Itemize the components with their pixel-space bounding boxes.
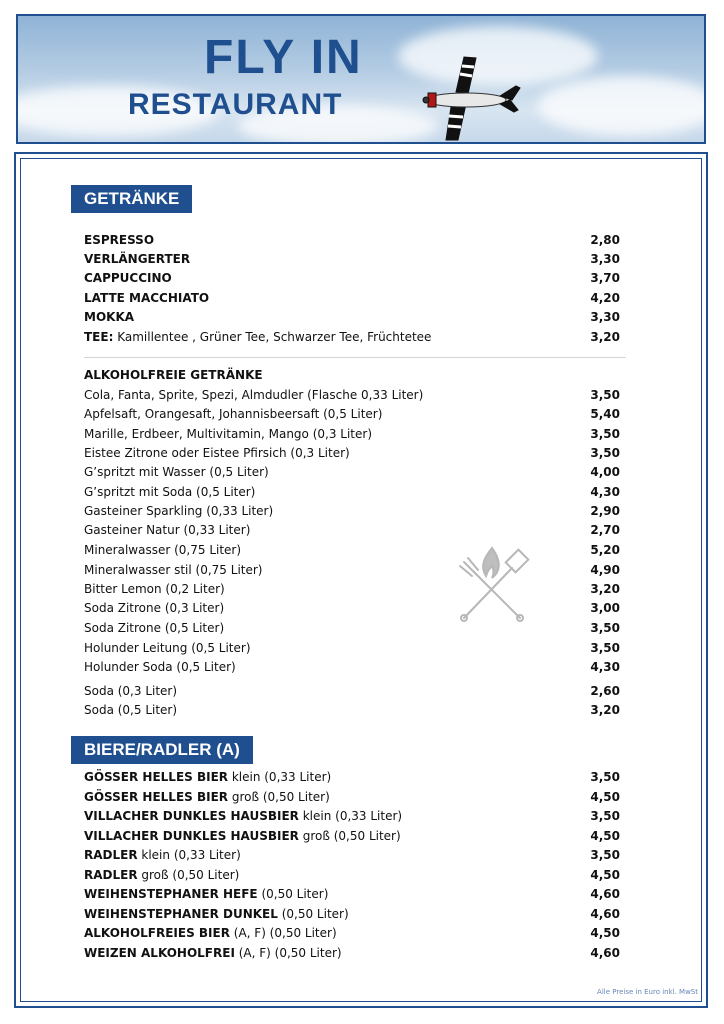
item-name: WEIZEN ALKOHOLFREI xyxy=(84,946,235,960)
item-price: 4,50 xyxy=(590,926,620,940)
menu-item xyxy=(84,639,620,658)
item-price: 4,20 xyxy=(590,291,620,305)
item-price: 3,50 xyxy=(590,641,620,655)
item-detail: (0,50 Liter) xyxy=(257,887,329,901)
item-name: VILLACHER DUNKLES HAUSBIER xyxy=(84,809,299,823)
item-detail: groß (0,50 Liter) xyxy=(137,868,240,882)
item-price: 4,00 xyxy=(590,465,620,479)
price-note: Alle Preise in Euro inkl. MwSt xyxy=(597,988,698,996)
item-detail: (A, F) (0,50 Liter) xyxy=(229,926,337,940)
cloud xyxy=(538,76,706,136)
menu-item xyxy=(84,444,620,463)
item-name: Mineralwasser (0,75 Liter) xyxy=(84,543,242,557)
item-name: TEE: xyxy=(84,330,114,344)
item-detail: klein (0,33 Liter) xyxy=(137,848,241,862)
item-name: Bitter Lemon (0,2 Liter) xyxy=(84,582,225,596)
menu-item xyxy=(84,231,620,250)
menu-item xyxy=(84,308,620,327)
item-name: Holunder Soda (0,5 Liter) xyxy=(84,660,236,674)
item-name: Holunder Leitung (0,5 Liter) xyxy=(84,641,251,655)
item-price: 3,20 xyxy=(590,703,620,717)
item-price: 4,50 xyxy=(590,829,620,843)
airplane-icon xyxy=(416,52,526,142)
menu-item xyxy=(84,768,620,787)
item-price: 3,30 xyxy=(590,310,620,324)
item-price: 3,50 xyxy=(590,809,620,823)
item-price: 3,50 xyxy=(590,848,620,862)
menu-item xyxy=(84,807,620,826)
grill-tools-icon xyxy=(452,542,532,624)
menu-item xyxy=(84,701,620,720)
item-price: 2,90 xyxy=(590,504,620,518)
item-name: Soda (0,3 Liter) xyxy=(84,684,178,698)
item-price: 2,60 xyxy=(590,684,620,698)
header-banner xyxy=(16,14,706,144)
item-name: Soda Zitrone (0,3 Liter) xyxy=(84,601,225,615)
menu-item xyxy=(84,483,620,502)
item-price: 4,30 xyxy=(590,485,620,499)
item-price: 4,60 xyxy=(590,907,620,921)
item-price: 4,60 xyxy=(590,946,620,960)
item-name: ESPRESSO xyxy=(84,233,155,247)
item-detail: klein (0,33 Liter) xyxy=(228,770,332,784)
menu-item xyxy=(84,269,620,288)
divider xyxy=(84,357,626,358)
item-name: RADLER xyxy=(84,848,138,862)
menu-item xyxy=(84,944,620,963)
menu-item xyxy=(84,682,620,701)
item-name: Gasteiner Natur (0,33 Liter) xyxy=(84,523,251,537)
item-name: ALKOHOLFREIES BIER xyxy=(84,926,230,940)
item-name: Eistee Zitrone oder Eistee Pfirsich (0,3 Liter) xyxy=(84,446,350,460)
item-price: 3,50 xyxy=(590,621,620,635)
item-name: Apfelsaft, Orangesaft, Johannisbeersaft (0,5 Liter) xyxy=(84,407,383,421)
item-price: 4,50 xyxy=(590,790,620,804)
item-name: GÖSSER HELLES BIER xyxy=(84,790,229,804)
item-detail: groß (0,50 Liter) xyxy=(228,790,330,804)
item-name: WEIHENSTEPHANER HEFE xyxy=(84,887,258,901)
item-name: WEIHENSTEPHANER DUNKEL xyxy=(84,907,278,921)
item-price: 2,70 xyxy=(590,523,620,537)
item-name: MOKKA xyxy=(84,310,135,324)
menu-item xyxy=(84,866,620,885)
item-price: 4,60 xyxy=(590,887,620,901)
section-heading-biere: BIERE/RADLER (A) xyxy=(71,736,253,764)
item-name: VILLACHER DUNKLES HAUSBIER xyxy=(84,829,299,843)
item-price: 3,20 xyxy=(590,582,620,596)
menu-item xyxy=(84,328,620,347)
item-price: 3,00 xyxy=(590,601,620,615)
section-heading-getraenke: GETRÄNKE xyxy=(71,185,192,213)
item-name: Gasteiner Sparkling (0,33 Liter) xyxy=(84,504,274,518)
menu-item xyxy=(84,463,620,482)
item-name: Soda (0,5 Liter) xyxy=(84,703,178,717)
menu-item xyxy=(84,405,620,424)
item-price: 5,20 xyxy=(590,543,620,557)
item-price: 3,70 xyxy=(590,271,620,285)
item-name: G’spritzt mit Soda (0,5 Liter) xyxy=(84,485,256,499)
menu-item xyxy=(84,425,620,444)
menu-item xyxy=(84,580,620,599)
item-name: Soda Zitrone (0,5 Liter) xyxy=(84,621,225,635)
item-price: 3,30 xyxy=(590,252,620,266)
menu-item xyxy=(84,521,620,540)
item-detail: (0,50 Liter) xyxy=(277,907,349,921)
menu-item xyxy=(84,658,620,677)
restaurant-subtitle: RESTAURANT xyxy=(128,88,343,121)
item-price: 5,40 xyxy=(590,407,620,421)
item-price: 4,30 xyxy=(590,660,620,674)
item-price: 3,50 xyxy=(590,446,620,460)
menu-item xyxy=(84,905,620,924)
item-detail: klein (0,33 Liter) xyxy=(298,809,403,823)
menu-item xyxy=(84,599,620,618)
item-detail: (A, F) (0,50 Liter) xyxy=(234,946,342,960)
item-price: 4,90 xyxy=(590,563,620,577)
item-name: VERLÄNGERTER xyxy=(84,252,191,266)
menu-item xyxy=(84,619,620,638)
menu-item xyxy=(84,827,620,846)
menu-item xyxy=(84,289,620,308)
menu-item xyxy=(84,502,620,521)
item-price: 3,50 xyxy=(590,388,620,402)
menu-item xyxy=(84,541,620,560)
menu-item xyxy=(84,885,620,904)
restaurant-title: FLY IN xyxy=(204,31,363,84)
item-price: 3,50 xyxy=(590,770,620,784)
menu-item xyxy=(84,386,620,405)
item-detail: groß (0,50 Liter) xyxy=(298,829,401,843)
item-name: RADLER xyxy=(84,868,138,882)
item-price: 3,50 xyxy=(590,427,620,441)
item-name: G’spritzt mit Wasser (0,5 Liter) xyxy=(84,465,269,479)
subheading-alkoholfrei: ALKOHOLFREIE GETRÄNKE xyxy=(84,368,263,382)
menu-item xyxy=(84,846,620,865)
item-price: 2,80 xyxy=(590,233,620,247)
item-name: Mineralwasser stil (0,75 Liter) xyxy=(84,563,263,577)
item-price: 4,50 xyxy=(590,868,620,882)
item-name: Marille, Erdbeer, Multivitamin, Mango (0,3 Liter) xyxy=(84,427,372,441)
item-name: LATTE MACCHIATO xyxy=(84,291,210,305)
menu-item xyxy=(84,250,620,269)
item-price: 3,20 xyxy=(590,330,620,344)
menu-item xyxy=(84,788,620,807)
item-detail: Kamillentee , Grüner Tee, Schwarzer Tee, Früchtetee xyxy=(113,330,432,344)
item-name: CAPPUCCINO xyxy=(84,271,172,285)
item-name: Cola, Fanta, Sprite, Spezi, Almdudler (Flasche 0,33 Liter) xyxy=(84,388,424,402)
item-name: GÖSSER HELLES BIER xyxy=(84,770,229,784)
menu-item xyxy=(84,924,620,943)
menu-item xyxy=(84,561,620,580)
